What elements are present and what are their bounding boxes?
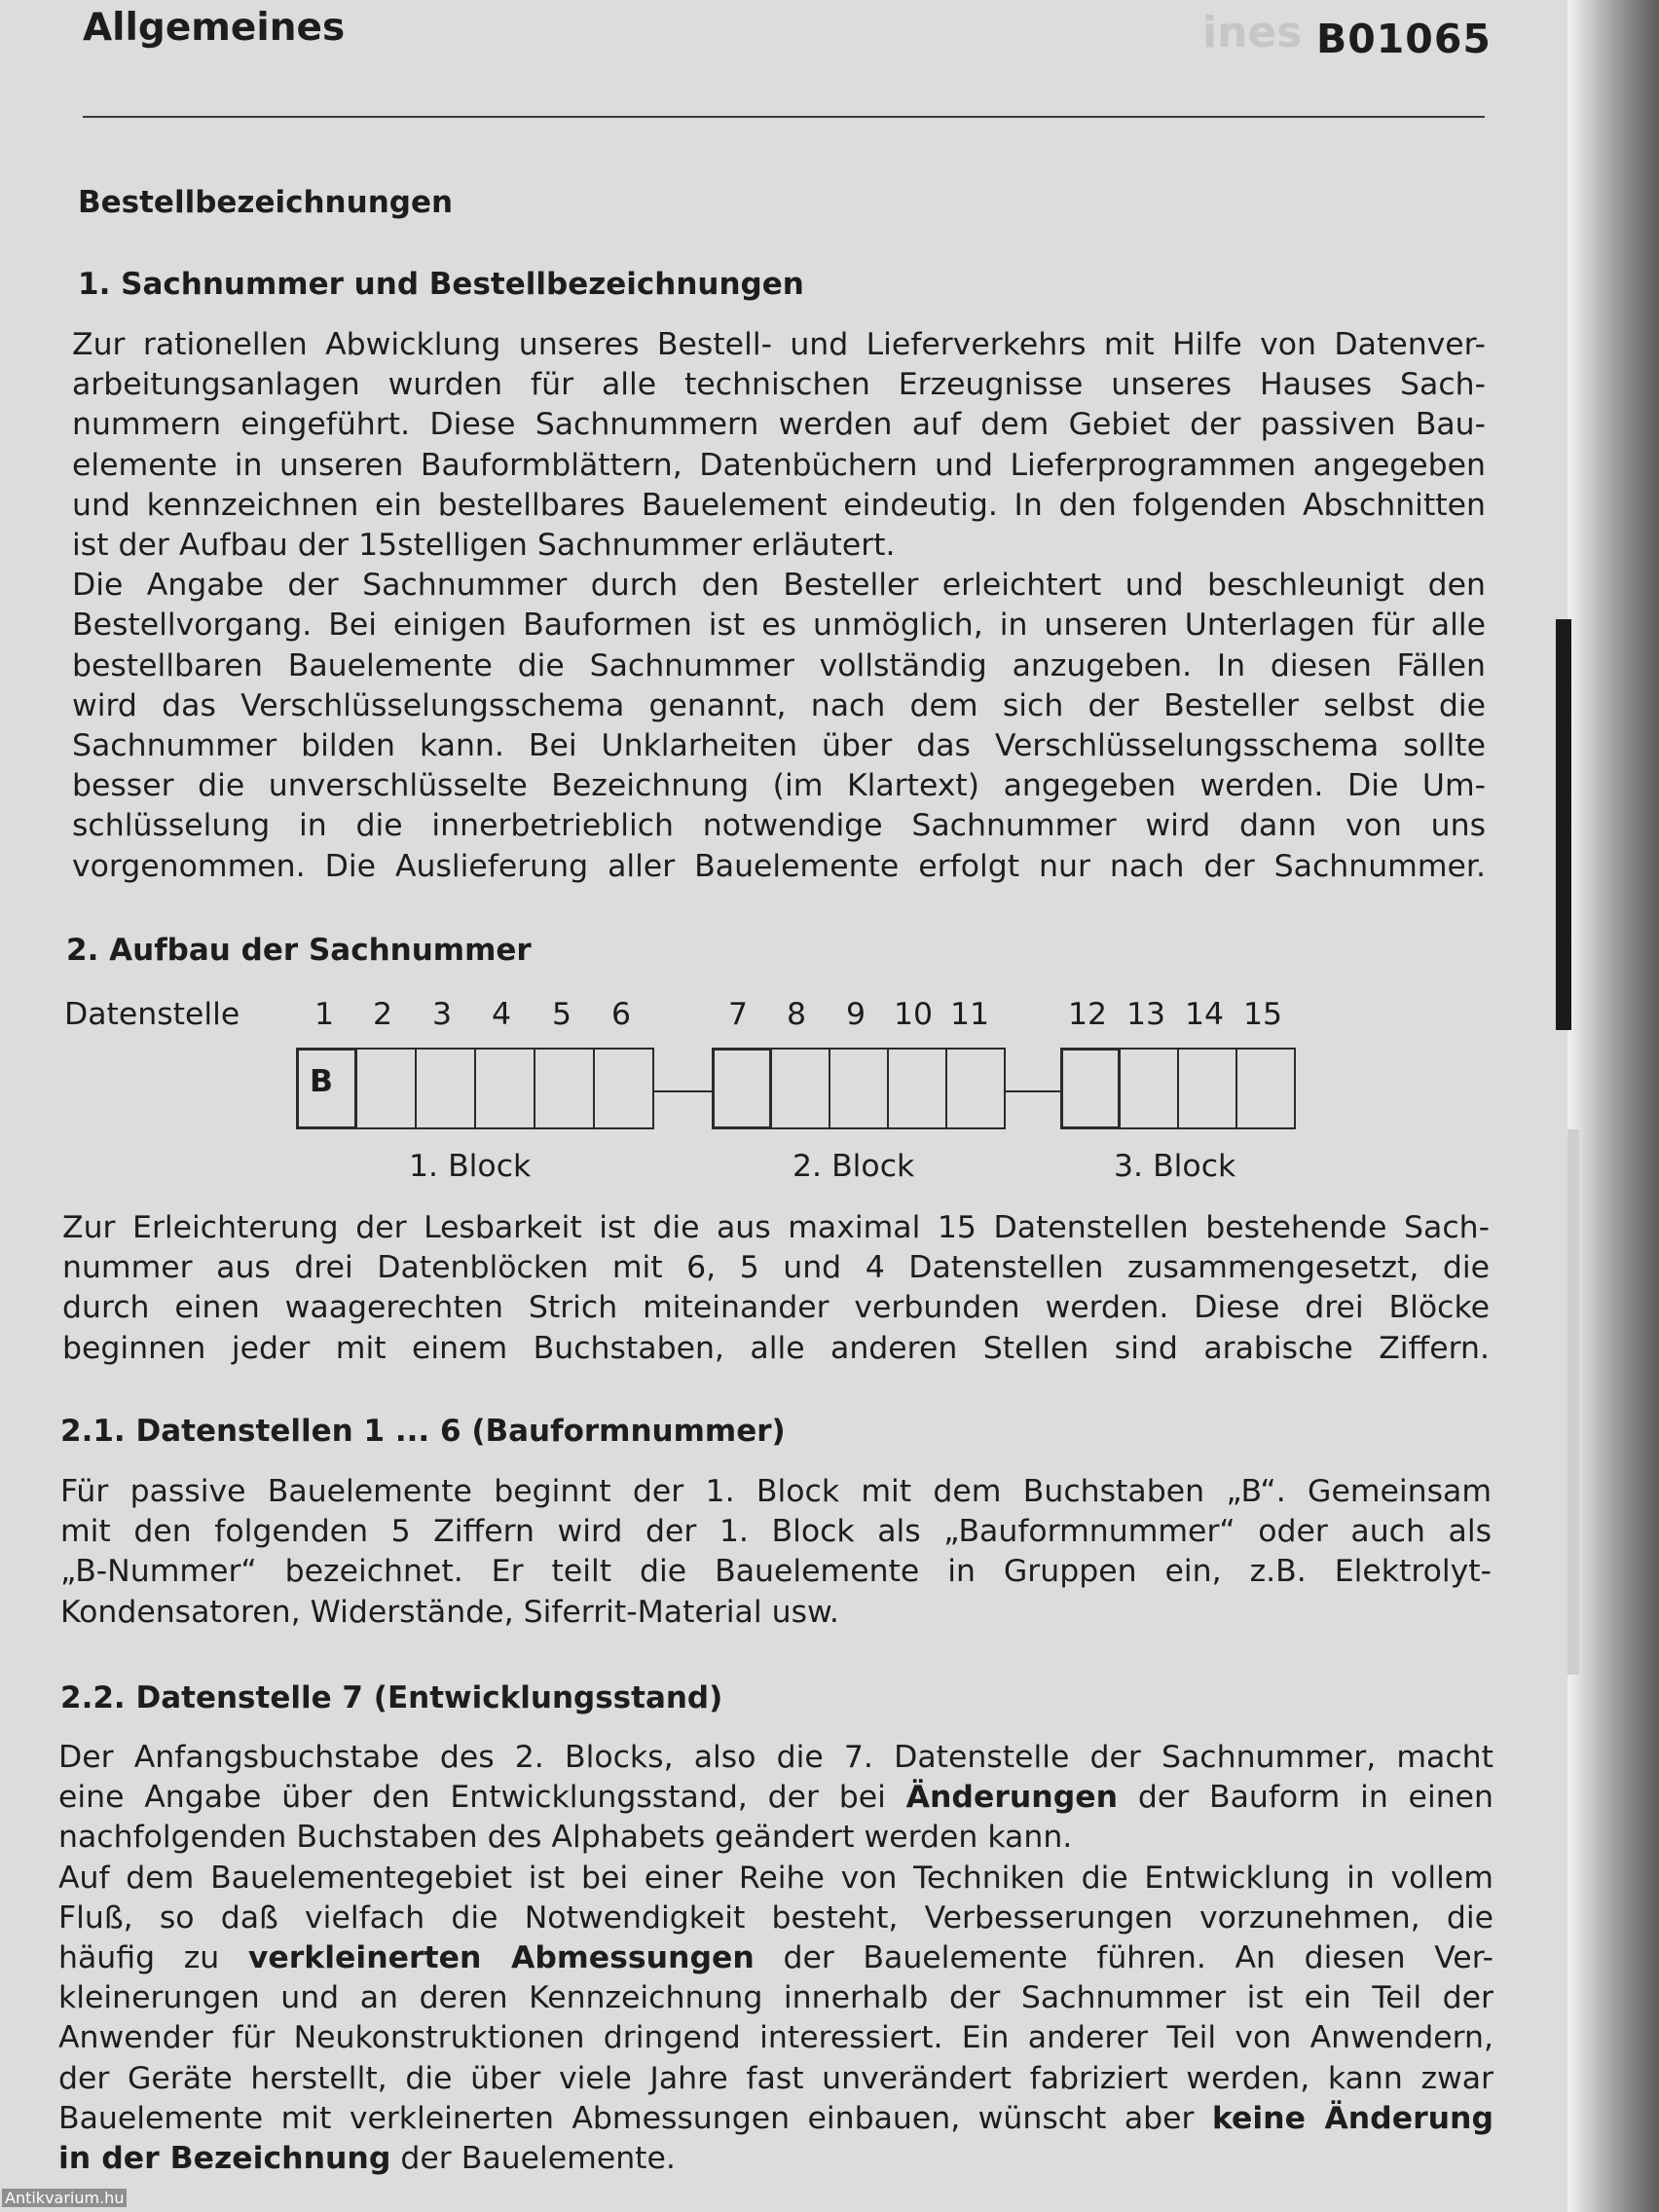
data-cell [945, 1048, 1006, 1129]
block-label-1: 1. Block [409, 1149, 532, 1184]
position-number: 1 [314, 997, 335, 1032]
data-cell [1119, 1048, 1179, 1129]
text-line: arbeitungsanlagen wurden für alle technischen Erzeugnisse unseres Hauses Sach- [72, 367, 1486, 403]
position-number: 2 [373, 997, 393, 1032]
position-number: 3 [432, 997, 453, 1032]
text-span: eine Angabe über den Entwicklungsstand, der bei [58, 1780, 886, 1816]
data-cell [474, 1048, 535, 1129]
text-line: Die Angabe der Sachnummer durch den Besteller erleichtert und beschleunigt den [72, 568, 1486, 604]
data-cell [534, 1048, 595, 1129]
text-line: Fluß, so daß vielfach die Notwendigkeit besteht, Verbesserungen vorzunehmen, die [58, 1899, 1493, 1936]
data-cell [1177, 1048, 1237, 1129]
first-cell-letter: B [310, 1064, 334, 1099]
text-span: Bauelemente mit verkleinerten Abmessungen einbauen, wünscht aber [58, 2100, 1195, 2136]
page-title: Bestellbezeichnungen [78, 185, 454, 220]
block-connector [1004, 1090, 1062, 1092]
text-line: durch einen waagerechten Strich miteinander verbunden werden. Diese drei Blöcke [62, 1290, 1490, 1326]
emphasis-keine-aenderung: keine Änderung [1211, 2100, 1494, 2136]
diagram-datenstelle-label: Datenstelle [64, 997, 240, 1032]
data-cell [415, 1048, 476, 1129]
text-line: elemente in unseren Bauformblättern, Datenbüchern und Lieferprogrammen angegeben [72, 447, 1486, 483]
text-line: nummern eingeführt. Diese Sachnummern werden auf dem Gebiet der passiven Bau- [72, 407, 1486, 443]
text-line: vorgenommen. Die Auslieferung aller Bauelemente erfolgt nur nach der Sachnummer. [72, 848, 1486, 884]
text-span: der Bauform in einen [1137, 1780, 1493, 1816]
book-page-edges [1567, 0, 1659, 2212]
block-label-2: 2. Block [793, 1149, 915, 1184]
text-line: beginnen jeder mit einem Buchstaben, alle anderen Stellen sind arabische Ziffern. [62, 1330, 1490, 1366]
section-2-2-heading: 2.2. Datenstelle 7 (Entwicklungsstand) [60, 1680, 723, 1715]
data-cell [712, 1048, 772, 1129]
data-cell [1060, 1048, 1121, 1129]
text-line: Auf dem Bauelementegebiet ist bei einer Reihe von Techniken die Entwicklung in vollem [58, 1860, 1493, 1896]
page-edge-highlight [1567, 1129, 1579, 1675]
position-number: 7 [728, 997, 749, 1032]
watermark: Antikvarium.hu [2, 2189, 127, 2207]
data-cell [770, 1048, 830, 1129]
text-line: Zur Erleichterung der Lesbarkeit ist die aus maximal 15 Datenstellen bestehende Sach- [62, 1210, 1490, 1245]
header-section-title: Allgemeines [83, 6, 346, 50]
text-line: nachfolgenden Buchstaben des Alphabets geändert werden kann. [58, 1820, 1073, 1856]
data-cell [829, 1048, 889, 1129]
position-number: 8 [787, 997, 807, 1032]
block-label-3: 3. Block [1114, 1149, 1236, 1184]
text-line: nummer aus drei Datenblöcken mit 6, 5 und 4 Datenstellen zusammengesetzt, die [62, 1250, 1490, 1286]
text-span: der Bauelemente führen. An diesen Ver- [783, 1940, 1493, 1976]
position-number: 5 [552, 997, 572, 1032]
section-1-body [72, 325, 1486, 887]
header-document-number: B01065 [1316, 16, 1492, 62]
text-line: „B-Nummer“ bezeichnet. Er teilt die Bauelemente in Gruppen ein, z.B. Elektrolyt- [60, 1554, 1492, 1590]
text-line [58, 1938, 1493, 1978]
text-line [58, 2139, 1493, 2179]
text-line: mit den folgenden 5 Ziffern wird der 1. Block als „Bauformnummer“ oder auch als [60, 1514, 1492, 1550]
data-cell [1235, 1048, 1296, 1129]
text-line: Der Anfangsbuchstabe des 2. Blocks, also die 7. Datenstelle der Sachnummer, macht [58, 1740, 1493, 1775]
text-line: besser die unverschlüsselte Bezeichnung (im Klartext) angegeben werden. Die Um- [72, 768, 1486, 804]
section-2-heading: 2. Aufbau der Sachnummer [66, 933, 532, 968]
text-line: Kondensatoren, Widerstände, Siferrit-Material usw. [60, 1594, 839, 1630]
section-2-2-body [58, 1738, 1493, 2179]
text-line: Bestellvorgang. Bei einigen Bauformen ist es unmöglich, in unseren Unterlagen für alle [72, 608, 1486, 644]
position-number: 13 [1126, 997, 1166, 1032]
section-2-1-heading: 2.1. Datenstellen 1 ... 6 (Bauformnummer) [60, 1414, 786, 1449]
header-rule [83, 116, 1485, 118]
position-number: 11 [950, 997, 990, 1032]
position-number: 12 [1068, 997, 1108, 1032]
text-line: wird das Verschlüsselungsschema genannt, nach dem sich der Besteller selbst die [72, 687, 1486, 723]
text-line: Für passive Bauelemente beginnt der 1. Block mit dem Buchstaben „B“. Gemeinsam [60, 1474, 1492, 1509]
emphasis-verkleinerten-abmessungen: verkleinerten Abmessungen [247, 1940, 755, 1976]
thumb-index-marker [1556, 619, 1571, 1030]
bleed-through-text: ines [1202, 8, 1303, 57]
emphasis-aenderungen: Änderungen [905, 1780, 1119, 1816]
text-line: Zur rationellen Abwicklung unseres Bestell- und Lieferverkehrs mit Hilfe von Datenver- [72, 327, 1486, 362]
text-line [58, 2099, 1493, 2139]
data-cell [887, 1048, 947, 1129]
section-2-body [62, 1208, 1490, 1369]
section-1-heading: 1. Sachnummer und Bestellbezeichnungen [78, 267, 804, 302]
text-line: kleinerungen und an deren Kennzeichnung innerhalb der Sachnummer ist ein Teil der [58, 1980, 1493, 2016]
position-number: 10 [894, 997, 934, 1032]
emphasis-in-der-bezeichnung: in der Bezeichnung [58, 2141, 391, 2177]
text-line: bestellbaren Bauelemente die Sachnummer vollständig anzugeben. In diesen Fällen [72, 647, 1486, 683]
data-cell [593, 1048, 654, 1129]
position-number: 14 [1185, 997, 1225, 1032]
data-cell [355, 1048, 417, 1129]
position-number: 6 [611, 997, 632, 1032]
text-line: und kennzeichnen ein bestellbares Bauelement eindeutig. In den folgenden Abschnitten [72, 487, 1486, 523]
text-span: häufig zu [58, 1940, 220, 1976]
text-line: Anwender für Neukonstruktionen dringend interessiert. Ein anderer Teil von Anwendern, [58, 2020, 1493, 2056]
text-line: ist der Aufbau der 15stelligen Sachnummer erläutert. [72, 528, 896, 564]
position-number: 9 [846, 997, 866, 1032]
text-line: schlüsselung in die innerbetrieblich notwendige Sachnummer wird dann von uns [72, 808, 1486, 844]
text-line: der Geräte herstellt, die über viele Jahre fast unverändert fabriziert werden, kann zwar [58, 2060, 1493, 2096]
section-2-1-body [60, 1472, 1492, 1633]
text-line: Sachnummer bilden kann. Bei Unklarheiten über das Verschlüsselungsschema sollte [72, 728, 1486, 764]
block-connector [653, 1090, 714, 1092]
position-number: 4 [492, 997, 512, 1032]
position-number: 15 [1243, 997, 1283, 1032]
text-line [58, 1778, 1493, 1818]
text-span: der Bauelemente. [400, 2141, 676, 2177]
